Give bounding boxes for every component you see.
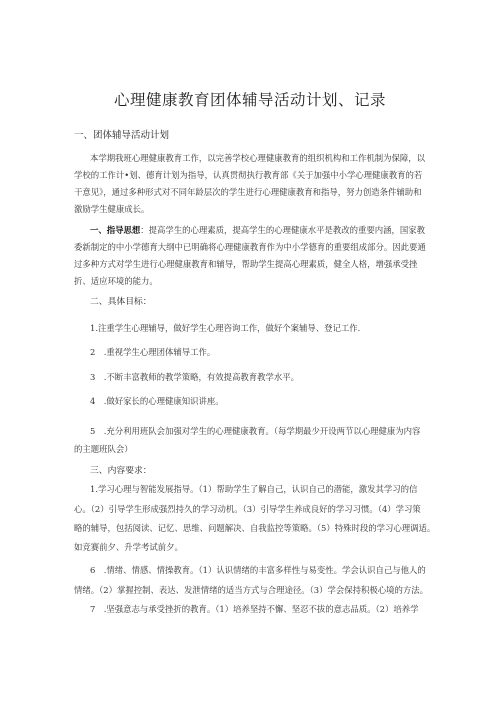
section-heading-goals: 二、具体目标： (90, 297, 152, 307)
content-line-3: 略的辅导，包括阅读、记忆、思维、问题解决、自我监控等策略。（5）特殊时段的学习心理调适。 (74, 523, 436, 533)
content-line-6: 情绪。（2）掌握控制、表达、发泄情绪的适当方式与合理途径。（3）学会保持积极心境的方法。 (74, 585, 429, 595)
goal-item-3: 3 .不断丰富教师的教学策略，有效提高教育教学水平。 (90, 372, 299, 382)
content-line-1: 1.学习心理与智能发展指导。（1）帮助学生了解自己，认识自己的潜能，激发其学习的信 (90, 484, 418, 494)
intro-line-1: 本学期我班心理健康教育工作，以完善学校心理健康教育的组织机构和工作机制为保障，以 (90, 153, 425, 163)
content-line-5: 6 .情绪、情感、情操教育。（1）认识情绪的丰富多样性与易变性。学会认识自己与他人的 (90, 565, 426, 575)
goal-item-5-cont: 的主题班队会） (74, 444, 133, 454)
section-heading-content: 三、内容要求： (90, 466, 152, 476)
intro-line-4: 激励学生健康成长。 (74, 204, 150, 214)
intro-line-2: 学校的工作计•划、德育计划为指导，认真贯彻执行教育部《关于加强中小学心理健康教育的若 (74, 170, 423, 180)
content-line-7: 7 .坚强意志与承受挫折的教育。（1）培养坚持不懈、坚忍不拔的意志品质。（2）培养学 (90, 604, 419, 614)
intro-line-3: 干意见》，通过多种形式对不同年龄层次的学生进行心理健康教育和指导，努力创造条件辅助和 (74, 187, 422, 197)
goal-item-1: 1.注重学生心理辅导，做好学生心理咨询工作，做好个案辅导、登记工作. (90, 323, 361, 333)
guiding-line-2: 委新制定的中小学德育大纲中已明确将心理健康教育作为中小学德育的重要组成部分。因此要通 (74, 242, 426, 252)
content-line-2: 心。（2）引导学生形成强烈持久的学习动机。（3）引导学生养成良好的学习习惯。（4）学习策 (74, 504, 421, 514)
section-heading-plan: 一、团体辅导活动计划 (74, 130, 170, 141)
goal-item-4: 4 .做好家长的心理健康知识讲座。 (90, 396, 224, 406)
guiding-text-1: ：提高学生的心理素质，提高学生的心理健康水平是教改的重要内涵，国家教 (140, 225, 425, 235)
guiding-line-1 (90, 224, 425, 236)
content-line-4: 如竞赛前夕、升学考试前夕。 (74, 542, 183, 552)
goal-item-5: 5 .充分利用班队会加强对学生的心理健康教育。（每学期最少开设两节以心理健康为内容 (90, 426, 421, 436)
guiding-line-3: 过多种方式对学生进行心理健康教育和辅导，帮助学生提高心理素质，健全人格，增强承受挫 (74, 259, 418, 269)
guiding-line-4: 折、适应环境的能力。 (74, 276, 158, 286)
goal-item-2: 2 .重视学生心理团体辅导工作。 (90, 347, 216, 357)
guiding-label: 一、指导思想 (90, 225, 141, 235)
page-title: 心理健康教育团体辅导活动计划、记录 (113, 91, 386, 109)
